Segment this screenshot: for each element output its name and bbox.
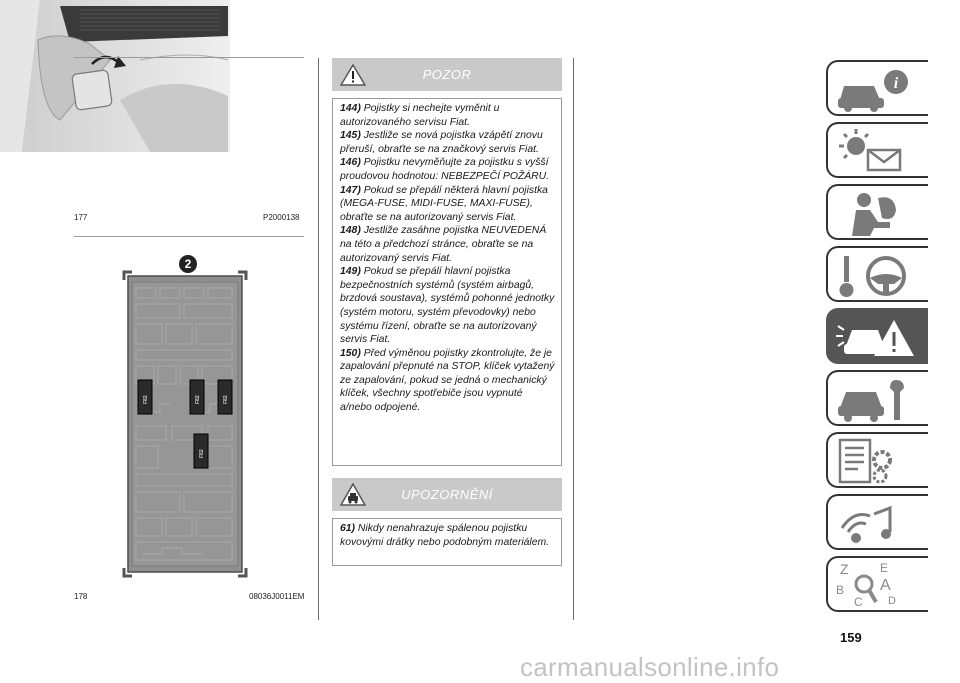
upozorneni-item: 61) Nikdy nenahrazuje spálenou pojistku kovovými drátky nebo podobným materiálem.: [340, 523, 550, 548]
technical-data-icon: [834, 436, 924, 488]
pozor-title: POZOR: [422, 67, 472, 82]
dashboard-lights-icon: [834, 126, 924, 178]
upozorneni-body: [332, 518, 562, 566]
fuse-label: F82: [195, 395, 201, 404]
pozor-item: 148) Jestliže zasáhne pojistka NEUVEDENÁ na této a předchozí stránce, obraťte se na autorizovaný servis Fiat.: [340, 225, 547, 264]
figure-178-fuse-box: [120, 254, 250, 580]
mid-rule-left: [74, 236, 304, 237]
tab-key-steering[interactable]: [826, 246, 928, 302]
figure-177-code: P2000138: [263, 213, 300, 222]
car-info-icon: [834, 64, 924, 116]
pozor-item: 144) Pojistky si nechejte vyměnit u autorizovaného servisu Fiat.: [340, 103, 500, 128]
pozor-item: 145) Jestliže se nová pojistka vzápětí znovu přeruší, obraťte se na značkový servis Fiat.: [340, 130, 543, 155]
figure-178-number: 178: [74, 592, 88, 601]
warning-triangle-icon: [340, 64, 366, 86]
multimedia-icon: [834, 498, 924, 550]
car-warning-icon: [340, 483, 366, 507]
top-rule-left: [74, 57, 304, 58]
tab-multimedia[interactable]: [826, 494, 928, 550]
tab-seat-airbag[interactable]: [826, 184, 928, 240]
pozor-item: 150) Před výměnou pojistky zkontrolujte, že je zapalování přepnuté na STOP, klíček vytažený ze zapalování, pokud se jedná o mechanický klíček, všechny spotřebiče jsou vypnuté a/nebo odpojené.: [340, 347, 555, 414]
tab-dashboard-lights[interactable]: [826, 122, 928, 178]
index-letter: Z: [840, 561, 849, 577]
svg-text:i: i: [893, 75, 899, 92]
index-letter: D: [888, 595, 896, 607]
column-divider-1: [318, 58, 319, 620]
column-divider-2: [573, 58, 574, 620]
index-letter: C: [854, 595, 863, 609]
seat-airbag-icon: [834, 188, 924, 240]
index-letter: A: [880, 577, 891, 594]
index-letter: B: [836, 583, 845, 597]
fuse-label: F82: [143, 395, 149, 404]
watermark: carmanualsonline.info: [520, 652, 780, 682]
page-number: 159: [840, 630, 862, 645]
upozorneni-title: UPOZORNĚNÍ: [401, 487, 493, 502]
fuse-label: F82: [199, 449, 205, 458]
tab-emergency[interactable]: [826, 308, 928, 364]
tab-technical-data[interactable]: [826, 432, 928, 488]
figure-badge-label: 2: [184, 257, 192, 271]
alphabetical-index-icon: [834, 560, 924, 612]
tab-car-maintenance[interactable]: [826, 370, 928, 426]
pozor-header: [332, 58, 562, 91]
figure-178-code: 08036J0011EM: [249, 592, 305, 601]
pozor-item: 147) Pokud se přepálí některá hlavní pojistka (MEGA-FUSE, MIDI-FUSE, MAXI-FUSE), obraťte se na autorizovaný servis Fiat.: [340, 184, 548, 223]
figure-177-number: 177: [74, 213, 88, 222]
upozorneni-header: [332, 478, 562, 511]
key-steering-icon: [834, 250, 924, 302]
pozor-item: 146) Pojistku nevyměňujte za pojistku s vyšší proudovou hodnotou: NEBEZPEČÍ POŽÁRU.: [340, 157, 550, 182]
tab-alphabetical-index[interactable]: [826, 556, 928, 612]
figure-177-trunk-panel: [0, 0, 230, 152]
pozor-body: [332, 98, 562, 466]
index-letter: E: [880, 561, 889, 575]
emergency-icon: [834, 312, 924, 364]
pozor-item: 149) Pokud se přepálí hlavní pojistka bezpečnostních systémů (systém airbagů, brzdová soustava), systémů pohonné jednotky (systém motoru, systém převodovky) nebo systému řízení, obraťte se na autorizovaný servis Fiat.: [340, 266, 555, 346]
car-maintenance-icon: [834, 374, 924, 426]
fuse-label: F82: [223, 395, 229, 404]
tab-car-info[interactable]: [826, 60, 928, 116]
